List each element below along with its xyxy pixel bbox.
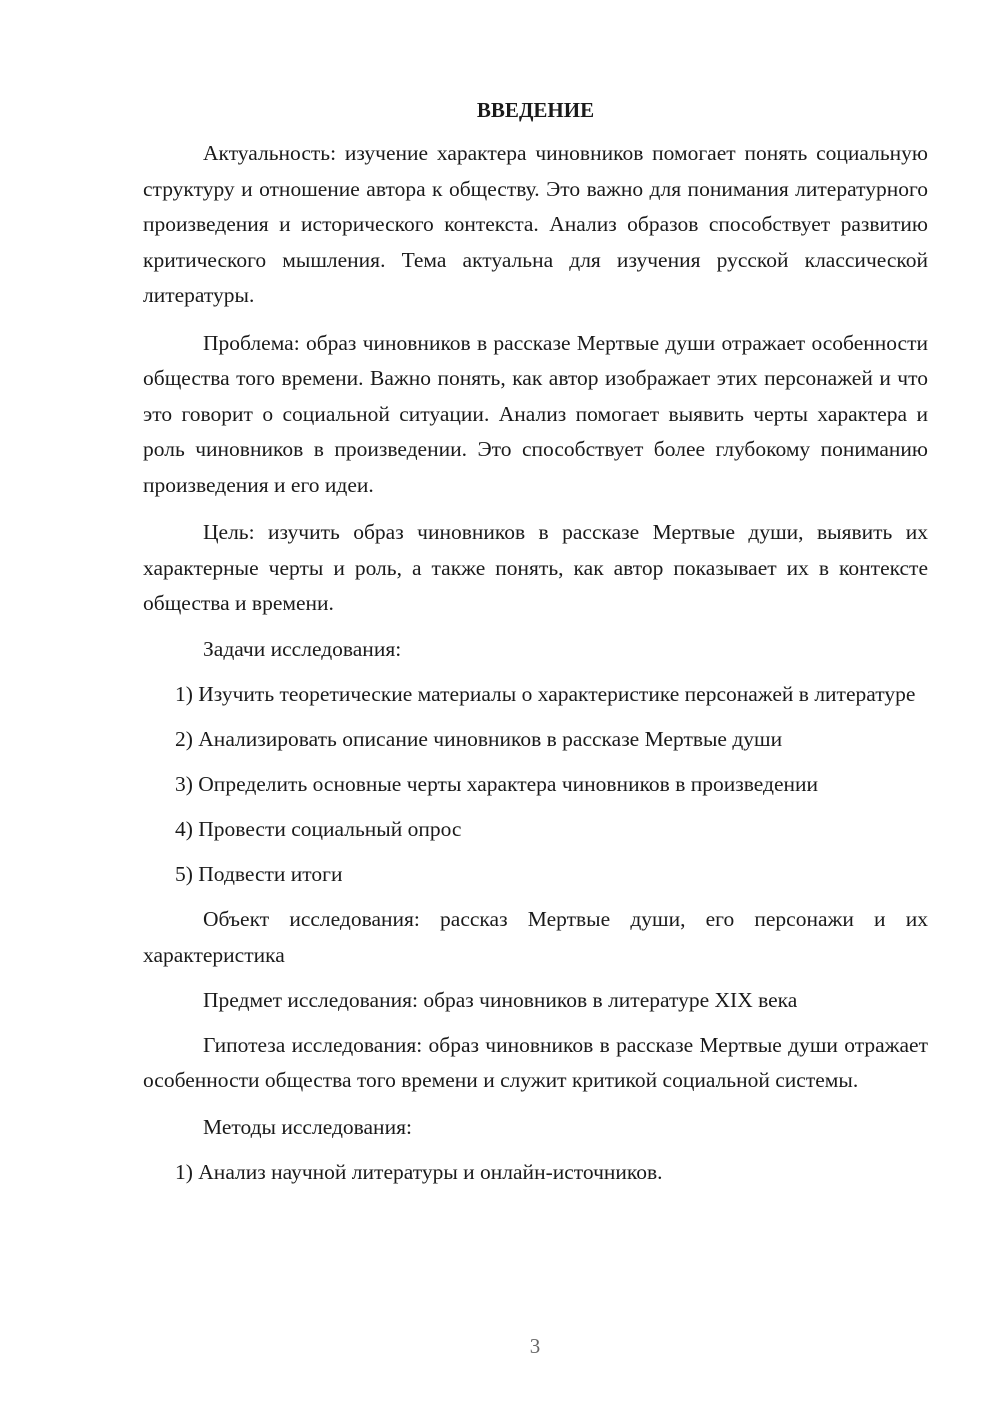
document-page <box>143 92 928 1191</box>
method-item-1: 1) Анализ научной литературы и онлайн-источников. <box>175 1160 663 1184</box>
object-paragraph: Объект исследования: рассказ Мертвые души, его персонажи и их характеристика <box>143 907 928 967</box>
task-item-1: 1) Изучить теоретические материалы о характеристике персонажей в литературе <box>175 682 916 706</box>
task-item-4: 4) Провести социальный опрос <box>175 817 462 841</box>
methods-heading: Методы исследования: <box>203 1114 412 1139</box>
task-item-5: 5) Подвести итоги <box>175 862 343 886</box>
subject-paragraph: Предмет исследования: образ чиновников в литературе XIX века <box>203 987 798 1012</box>
goal-paragraph: Цель: изучить образ чиновников в рассказе Мертвые души, выявить их характерные черты и роль, а также понять, как автор показывает их в контексте общества и времени. <box>143 520 928 615</box>
relevance-paragraph: Актуальность: изучение характера чиновников помогает понять социальную структуру и отношение автора к обществу. Это важно для понимания литературного произведения и исторического контекста. Анализ образов способствует развитию критического мышления. Тема актуальна для изучения русской классической литературы. <box>143 141 928 307</box>
document-title: ВВЕДЕНИЕ <box>476 98 595 122</box>
task-item-2: 2) Анализировать описание чиновников в рассказе Мертвые души <box>175 727 783 751</box>
tasks-heading: Задачи исследования: <box>203 636 402 661</box>
page-number: 3 <box>529 1334 541 1358</box>
task-item-3: 3) Определить основные черты характера чиновников в произведении <box>175 772 819 796</box>
problem-paragraph: Проблема: образ чиновников в рассказе Мертвые души отражает особенности общества того времени. Важно понять, как автор изображает этих персонажей и что это говорит о социальной ситуации. Анализ помогает выявить черты характера и роль чиновников в произведении. Это способствует более глубокому пониманию произведения и его идеи. <box>143 330 928 497</box>
hypothesis-paragraph: Гипотеза исследования: образ чиновников в рассказе Мертвые души отражает особенности общества того времени и служит критикой социальной системы. <box>143 1032 928 1092</box>
